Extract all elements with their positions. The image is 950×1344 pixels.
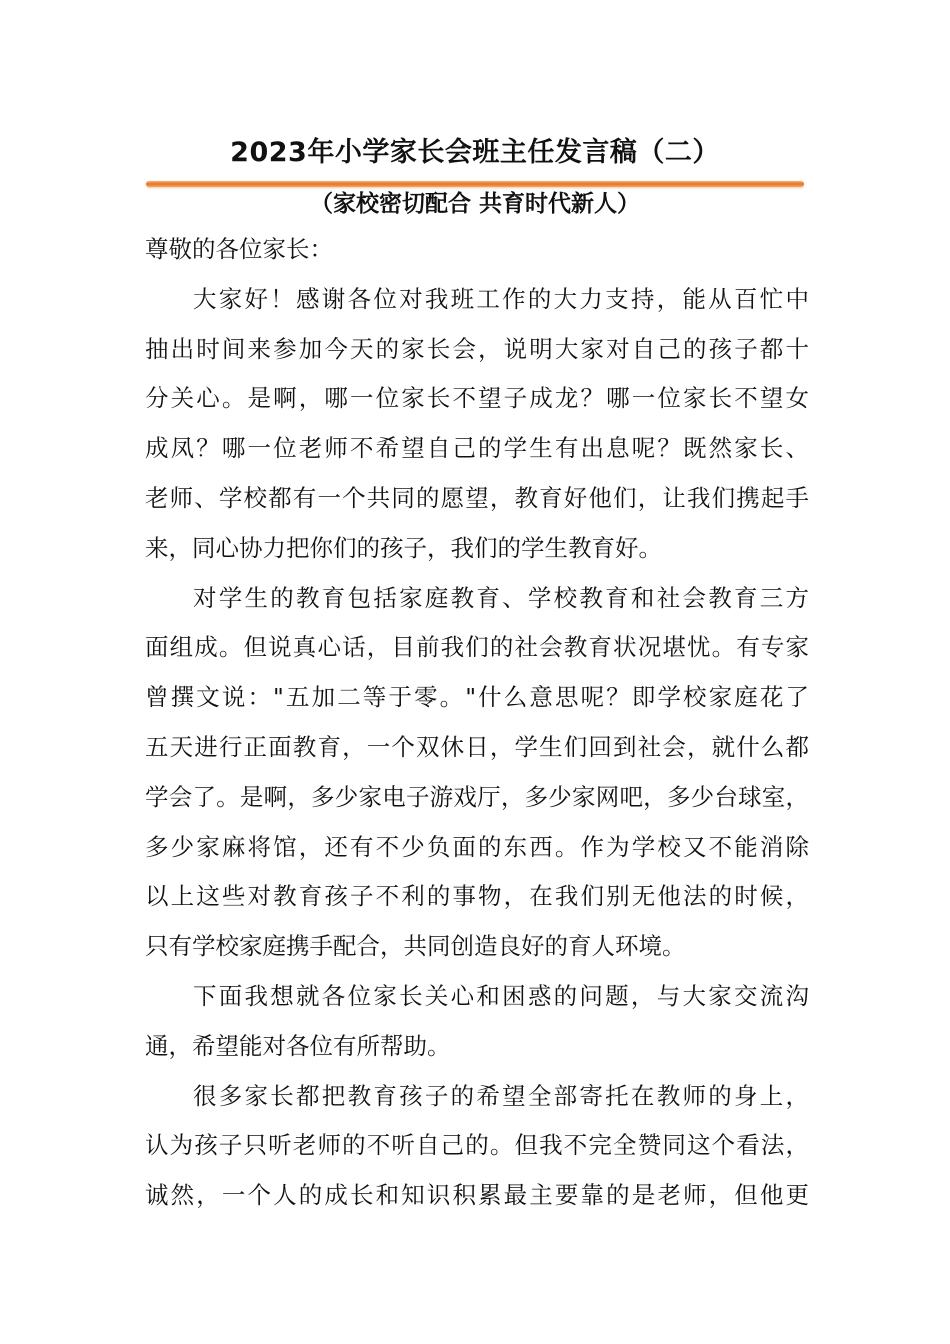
body-line: 对学生的教育包括家庭教育、学校教育和社会教育三方 <box>193 583 809 612</box>
body-line: 以上这些对教育孩子不利的事物，在我们别无他法的时候， <box>145 882 809 911</box>
body-line: 诚然，一个人的成长和知识积累最主要靠的是老师，但他更 <box>145 1181 809 1210</box>
document-subtitle: （家校密切配合 共育时代新人） <box>309 191 640 217</box>
body-line: 多少家麻将馆，还有不少负面的东西。作为学校又不能消除 <box>145 832 809 861</box>
body-line: 老师、学校都有一个共同的愿望，教育好他们，让我们携起手 <box>145 483 809 512</box>
body-line: 大家好！感谢各位对我班工作的大力支持，能从百忙中 <box>193 284 809 313</box>
body-line: 下面我想就各位家长关心和困惑的问题，与大家交流沟 <box>193 981 809 1010</box>
document-body <box>145 225 809 1221</box>
body-line: 五天进行正面教育，一个双休日，学生们回到社会，就什么都 <box>145 732 809 761</box>
body-line: 很多家长都把教育孩子的希望全部寄托在教师的身上， <box>193 1081 809 1110</box>
body-line: 成凤？哪一位老师不希望自己的学生有出息呢？既然家长、 <box>145 434 809 463</box>
body-line: 只有学校家庭携手配合，共同创造良好的育人环境。 <box>145 932 686 961</box>
body-line: 分关心。是啊，哪一位家长不望子成龙？哪一位家长不望女 <box>145 384 809 413</box>
body-line: 通，希望能对各位有所帮助。 <box>145 1031 451 1060</box>
body-line: 学会了。是啊，多少家电子游戏厅，多少家网吧，多少台球室， <box>145 782 809 811</box>
body-line: 尊敬的各位家长： <box>145 235 333 263</box>
body-line: 曾撰文说："五加二等于零。"什么意思呢？即学校家庭花了 <box>145 683 809 712</box>
body-line: 抽出时间来参加今天的家长会，说明大家对自己的孩子都十 <box>145 334 809 363</box>
document-title: 2023年小学家长会班主任发言稿（二） <box>230 137 720 168</box>
body-line: 认为孩子只听老师的不听自己的。但我不完全赞同这个看法， <box>145 1131 809 1160</box>
body-line: 面组成。但说真心话，目前我们的社会教育状况堪忧。有专家 <box>145 633 809 662</box>
body-line: 来，同心协力把你们的孩子，我们的学生教育好。 <box>145 533 662 562</box>
